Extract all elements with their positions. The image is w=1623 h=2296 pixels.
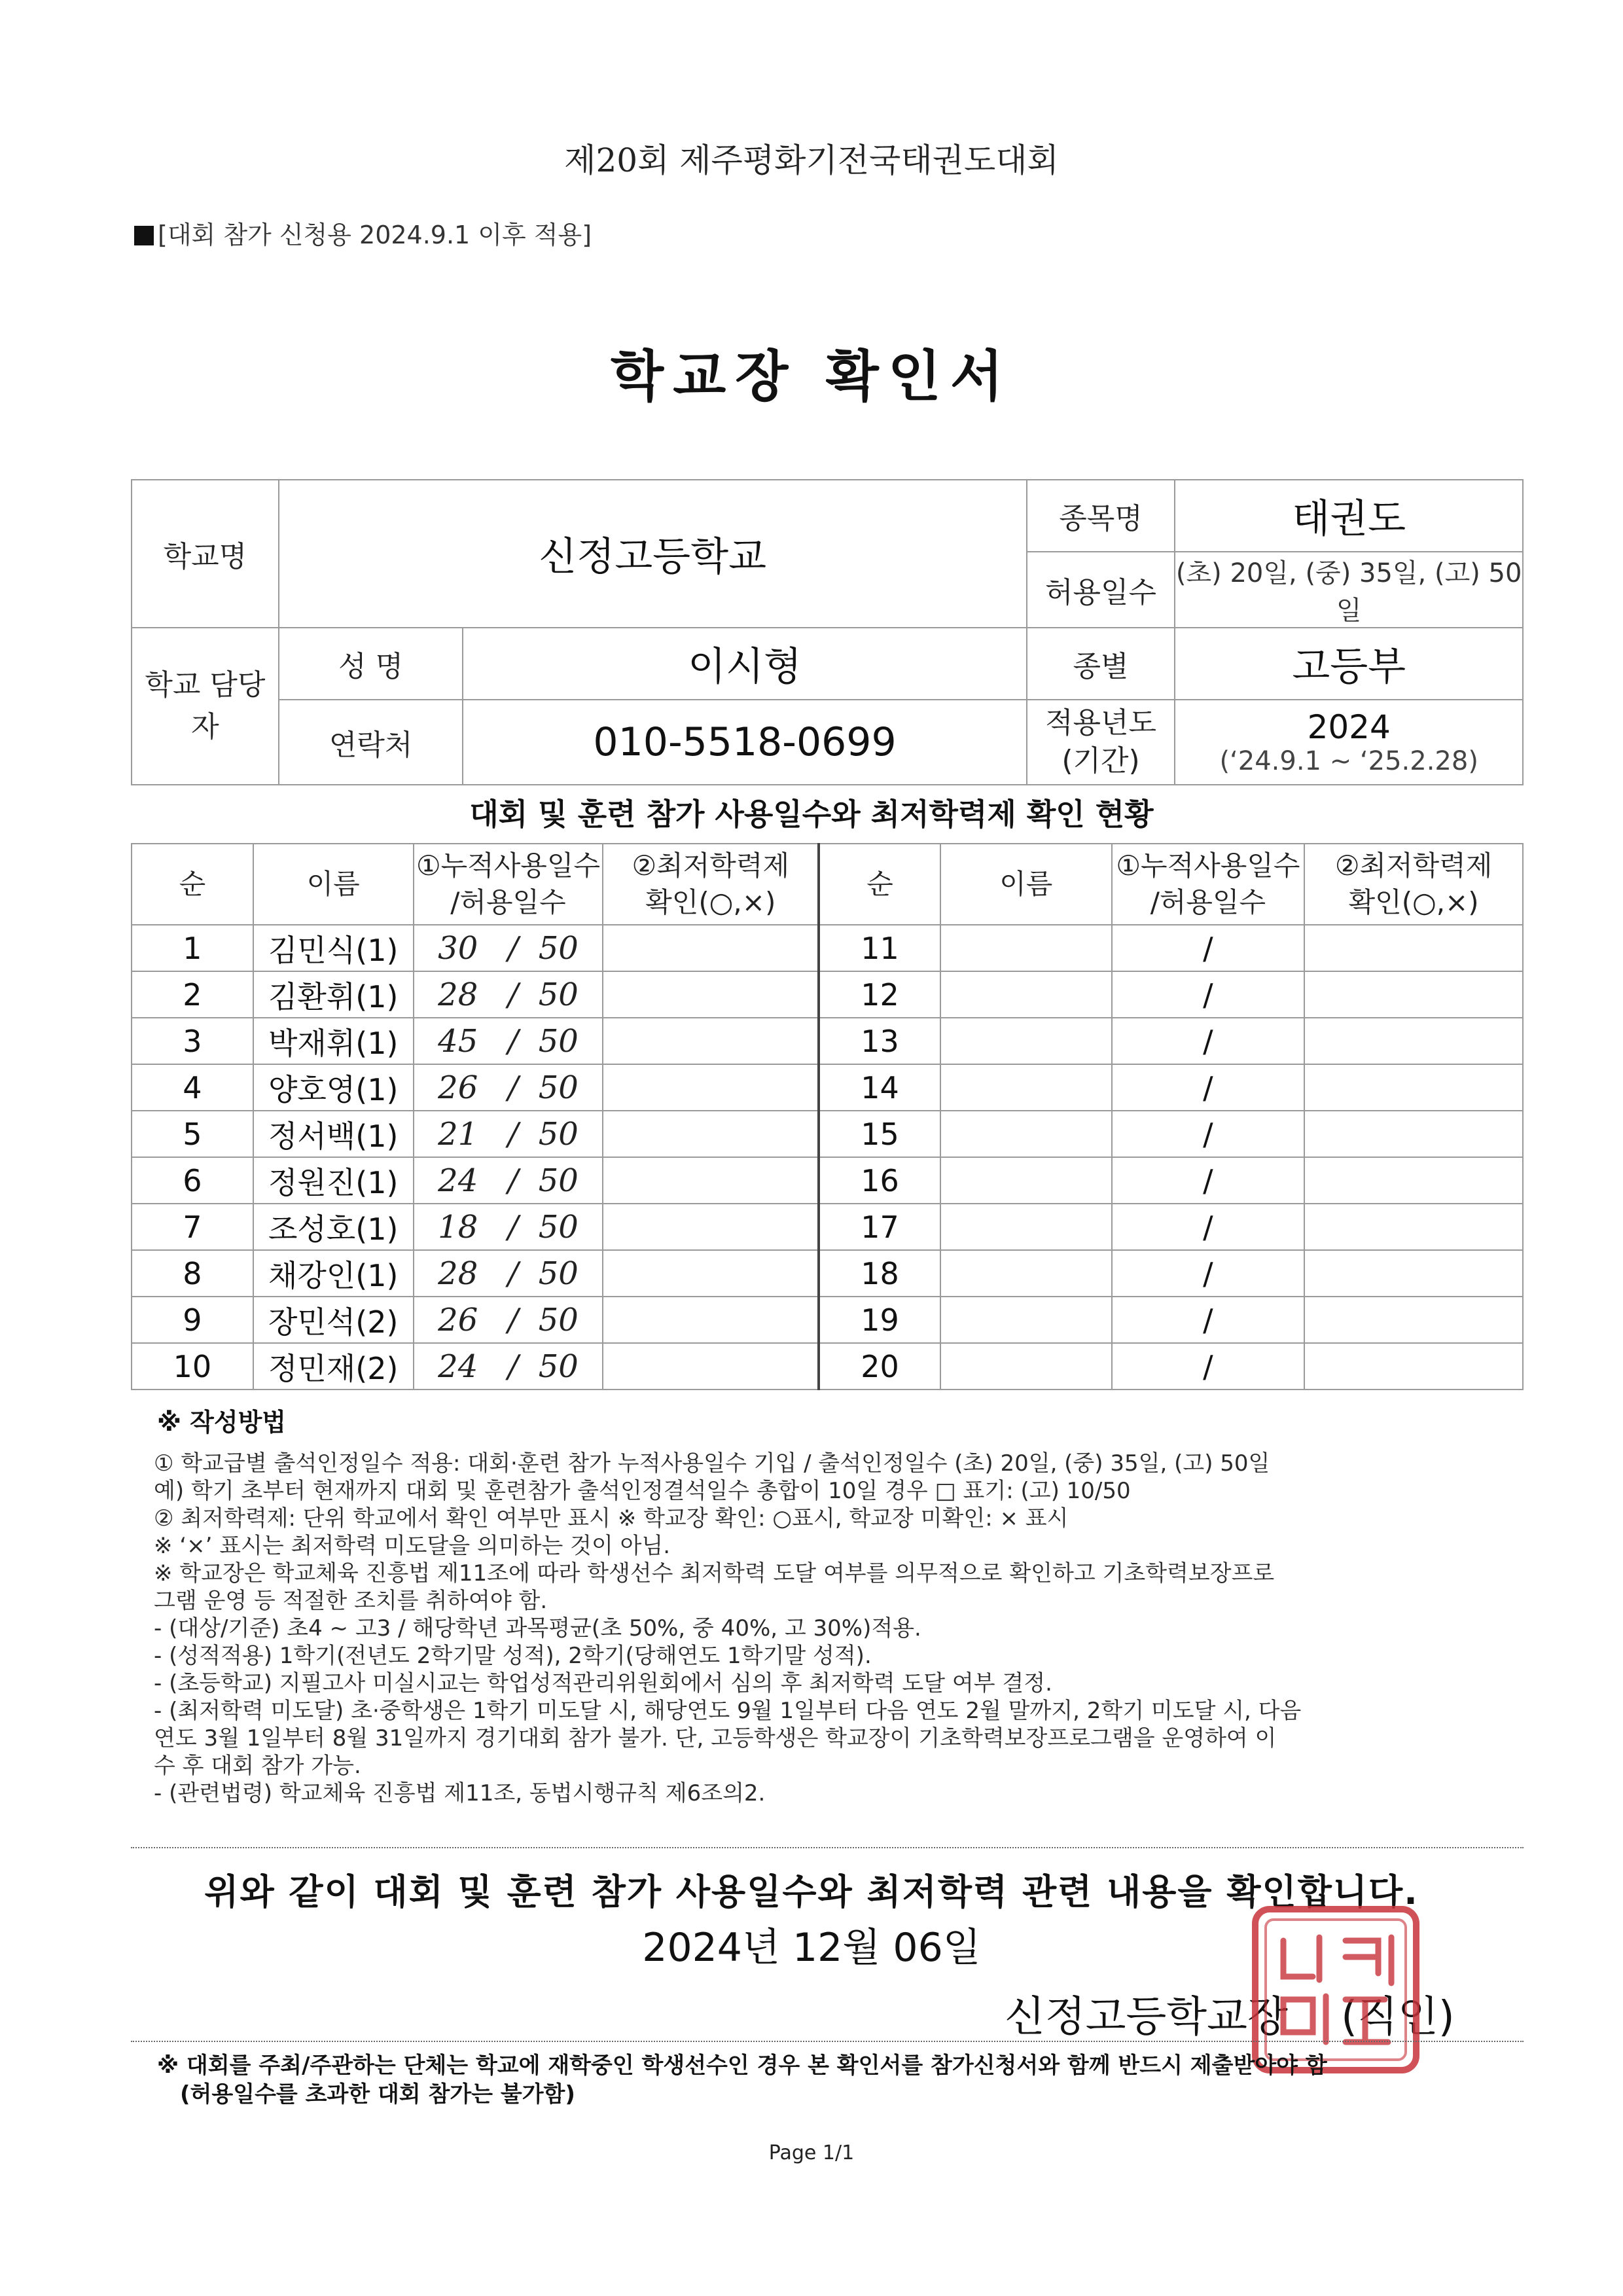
guide-line: ※ ‘×’ 표시는 최저학력 미도달을 의미하는 것이 아님.: [154, 1533, 671, 1559]
row-name-right: [940, 1018, 1112, 1064]
contact-name-value: 이시형: [463, 628, 1026, 700]
row-name: 박재휘(1): [253, 1018, 414, 1064]
divider: [131, 1847, 1524, 1848]
row-name: 정서백(1): [253, 1111, 414, 1157]
col-header-min-right-line1: ②최저학력제: [1334, 850, 1493, 882]
row-min-check-right: [1304, 1064, 1523, 1111]
divider-footnote: [131, 2041, 1524, 2042]
col-header-no: 순: [132, 844, 253, 925]
apply-period-value: (‘24.9.1 ~ ‘25.2.28): [1219, 746, 1478, 776]
row-days: 28 / 50: [414, 1250, 603, 1297]
row-days-right: /: [1112, 971, 1305, 1018]
competition-title: 제20회 제주평화기전국태권도대회: [564, 141, 1059, 179]
info-table: [131, 479, 1524, 785]
row-name: 김환휘(1): [253, 971, 414, 1018]
row-no-right: 18: [819, 1250, 940, 1297]
row-min-check: [603, 925, 819, 971]
row-days: 26 / 50: [414, 1064, 603, 1111]
row-days-right: /: [1112, 1204, 1305, 1250]
guide-line: 예) 학기 초부터 현재까지 대회 및 훈련참가 출석인정결석일수 총합이 10일 경우 □ 표기: (고) 10/50: [154, 1478, 1131, 1504]
row-min-check: [603, 1018, 819, 1064]
row-min-check-right: [1304, 1250, 1523, 1297]
row-days: 45 / 50: [414, 1018, 603, 1064]
col-header-days-right-line1: ①누적사용일수: [1116, 850, 1300, 882]
row-no: 6: [132, 1157, 253, 1204]
row-min-check-right: [1304, 971, 1523, 1018]
row-min-check-right: [1304, 1111, 1523, 1157]
row-min-check: [603, 1343, 819, 1390]
table-row: [132, 1250, 1523, 1297]
row-days-right: /: [1112, 1343, 1305, 1390]
row-min-check: [603, 1111, 819, 1157]
division-value: 고등부: [1175, 628, 1523, 700]
col-header-days: [414, 844, 603, 925]
row-name: 김민식(1): [253, 925, 414, 971]
row-no-right: 13: [819, 1018, 940, 1064]
row-no: 7: [132, 1204, 253, 1250]
signer-name: 신정고등학교장: [1005, 1993, 1288, 2041]
contact-phone-value: 010-5518-0699: [463, 700, 1026, 785]
row-no: 8: [132, 1250, 253, 1297]
table-row: [132, 1064, 1523, 1111]
row-min-check: [603, 1064, 819, 1111]
guide-line: 그램 운영 등 적절한 조치를 취하여야 함.: [154, 1588, 548, 1614]
row-no: 5: [132, 1111, 253, 1157]
row-days-right: /: [1112, 1018, 1305, 1064]
col-header-min: [603, 844, 819, 925]
row-no-right: 19: [819, 1297, 940, 1343]
document-title: 학교장 확인서: [610, 344, 1013, 408]
row-min-check: [603, 1157, 819, 1204]
row-min-check: [603, 1250, 819, 1297]
school-name-label: 학교명: [132, 480, 279, 628]
row-days: 30 / 50: [414, 925, 603, 971]
row-days: 28 / 50: [414, 971, 603, 1018]
participation-rows: [132, 925, 1523, 1390]
row-min-check: [603, 1204, 819, 1250]
row-name-right: [940, 1064, 1112, 1111]
table-row: [132, 1157, 1523, 1204]
row-min-check-right: [1304, 1297, 1523, 1343]
row-days: 18 / 50: [414, 1204, 603, 1250]
table-row: [132, 1204, 1523, 1250]
school-name-value: 신정고등학교: [279, 480, 1027, 628]
table-row: [132, 1111, 1523, 1157]
col-header-min-line2: 확인(○,×): [645, 886, 776, 918]
row-name: 양호영(1): [253, 1064, 414, 1111]
allowed-days-value: (초) 20일, (중) 35일, (고) 50일: [1175, 552, 1523, 628]
row-name: 정민재(2): [253, 1343, 414, 1390]
row-days-right: /: [1112, 925, 1305, 971]
row-no-right: 15: [819, 1111, 940, 1157]
contact-name-label: 성 명: [279, 628, 463, 700]
guide-line: 수 후 대회 참가 가능.: [154, 1753, 361, 1779]
guide-line: - (최저학력 미도달) 초·중학생은 1학기 미도달 시, 해당연도 9월 1일부터 다음 연도 2월 말까지, 2학기 미도달 시, 다음: [154, 1698, 1302, 1724]
guide-line: ※ 학교장은 학교체육 진흥법 제11조에 따라 학생선수 최저학력 도달 여부를 의무적으로 확인하고 기초학력보장프로: [154, 1560, 1275, 1587]
row-name-right: [940, 925, 1112, 971]
row-no-right: 11: [819, 925, 940, 971]
participation-table: [131, 843, 1524, 1390]
row-no-right: 20: [819, 1343, 940, 1390]
row-name-right: [940, 1343, 1112, 1390]
table-row: [132, 1343, 1523, 1390]
col-header-min-right: [1304, 844, 1523, 925]
row-name-right: [940, 1297, 1112, 1343]
row-name: 장민석(2): [253, 1297, 414, 1343]
footnote-line-1: ※ 대회를 주최/주관하는 단체는 학교에 재학중인 학생선수인 경우 본 확인서를 참가신청서와 함께 반드시 제출받아야 함: [157, 2053, 1327, 2079]
guide-line: - (대상/기준) 초4 ~ 고3 / 해당학년 과목평균(초 50%, 중 40%, 고 30%)적용.: [154, 1615, 921, 1641]
row-days-right: /: [1112, 1111, 1305, 1157]
row-no-right: 16: [819, 1157, 940, 1204]
col-header-min-right-line2: 확인(○,×): [1348, 886, 1479, 918]
row-min-check-right: [1304, 1157, 1523, 1204]
guide-line: ① 학교급별 출석인정일수 적용: 대회·훈련 참가 누적사용일수 기입 / 출석인정일수 (초) 20일, (중) 35일, (고) 50일: [154, 1450, 1270, 1477]
table-row: [132, 1297, 1523, 1343]
allowed-days-label: 허용일수: [1027, 552, 1175, 628]
col-header-days-line1: ①누적사용일수: [416, 850, 601, 882]
confirmation-statement: 위와 같이 대회 및 훈련 참가 사용일수와 최저학력 관련 내용을 확인합니다.: [204, 1871, 1419, 1912]
row-no: 3: [132, 1018, 253, 1064]
apply-year-value: 2024: [1307, 708, 1391, 746]
sport-label: 종목명: [1027, 480, 1175, 552]
row-no-right: 12: [819, 971, 940, 1018]
row-name: 조성호(1): [253, 1204, 414, 1250]
row-min-check-right: [1304, 1343, 1523, 1390]
contact-group-label: 학교 담당자: [132, 628, 279, 785]
subheading-text: [대회 참가 신청용 2024.9.1 이후 적용]: [158, 221, 592, 249]
row-min-check-right: [1304, 1204, 1523, 1250]
table-row: [132, 971, 1523, 1018]
row-no: 4: [132, 1064, 253, 1111]
division-label: 종별: [1027, 628, 1175, 700]
row-days-right: /: [1112, 1250, 1305, 1297]
table-row: [132, 1018, 1523, 1064]
row-min-check-right: [1304, 925, 1523, 971]
row-no-right: 17: [819, 1204, 940, 1250]
col-header-min-line1: ②최저학력제: [632, 850, 790, 882]
section-title: 대회 및 훈련 참가 사용일수와 최저학력제 확인 현황: [469, 797, 1154, 832]
col-header-days-right-line2: /허용일수: [1150, 886, 1266, 918]
guide-line: - (성적적용) 1학기(전년도 2학기말 성적), 2학기(당해연도 1학기말 성적).: [154, 1643, 872, 1669]
row-days: 26 / 50: [414, 1297, 603, 1343]
col-header-no-right: 순: [819, 844, 940, 925]
row-name-right: [940, 1204, 1112, 1250]
row-name: 정원진(1): [253, 1157, 414, 1204]
apply-year-label: 적용년도 (기간): [1027, 700, 1175, 785]
confirmation-date: 2024년 12월 06일: [642, 1925, 981, 1971]
row-no: 1: [132, 925, 253, 971]
square-bullet-icon: [134, 226, 154, 245]
row-min-check: [603, 971, 819, 1018]
row-days-right: /: [1112, 1157, 1305, 1204]
footnote-line-2: (허용일수를 초과한 대회 참가는 불가함): [180, 2081, 575, 2108]
contact-phone-label: 연락처: [279, 700, 463, 785]
row-name: 채강인(1): [253, 1250, 414, 1297]
row-days: 21 / 50: [414, 1111, 603, 1157]
guide-line: - (초등학교) 지필고사 미실시교는 학업성적관리위원회에서 심의 후 최저학력 도달 여부 결정.: [154, 1670, 1052, 1696]
col-header-name: 이름: [253, 844, 414, 925]
row-name-right: [940, 1250, 1112, 1297]
row-days: 24 / 50: [414, 1157, 603, 1204]
row-days: 24 / 50: [414, 1343, 603, 1390]
row-days-right: /: [1112, 1064, 1305, 1111]
guide-line: 연도 3월 1일부터 8월 31일까지 경기대회 참가 불가. 단, 고등학생은 학교장이 기초학력보장프로그램을 운영하여 이: [154, 1725, 1277, 1751]
guide-heading: ※ 작성방법: [157, 1408, 287, 1437]
col-header-days-right: [1112, 844, 1305, 925]
row-name-right: [940, 1157, 1112, 1204]
row-no: 2: [132, 971, 253, 1018]
sport-value: 태권도: [1175, 480, 1523, 552]
row-min-check: [603, 1297, 819, 1343]
table-row: [132, 925, 1523, 971]
guide-line: ② 최저학력제: 단위 학교에서 확인 여부만 표시 ※ 학교장 확인: ○표시, 학교장 미확인: × 표시: [154, 1505, 1069, 1532]
row-no: 10: [132, 1343, 253, 1390]
page-number: Page 1/1: [768, 2142, 855, 2164]
row-no-right: 14: [819, 1064, 940, 1111]
row-days-right: /: [1112, 1297, 1305, 1343]
row-name-right: [940, 971, 1112, 1018]
signer-suffix: (직인): [1341, 1993, 1455, 2041]
col-header-name-right: 이름: [940, 844, 1112, 925]
form-subheading: [134, 215, 592, 251]
col-header-days-line2: /허용일수: [450, 886, 566, 918]
apply-year-cell: [1175, 700, 1523, 785]
row-name-right: [940, 1111, 1112, 1157]
row-min-check-right: [1304, 1018, 1523, 1064]
row-no: 9: [132, 1297, 253, 1343]
guide-line: - (관련법령) 학교체육 진흥법 제11조, 동법시행규칙 제6조의2.: [154, 1780, 766, 1806]
